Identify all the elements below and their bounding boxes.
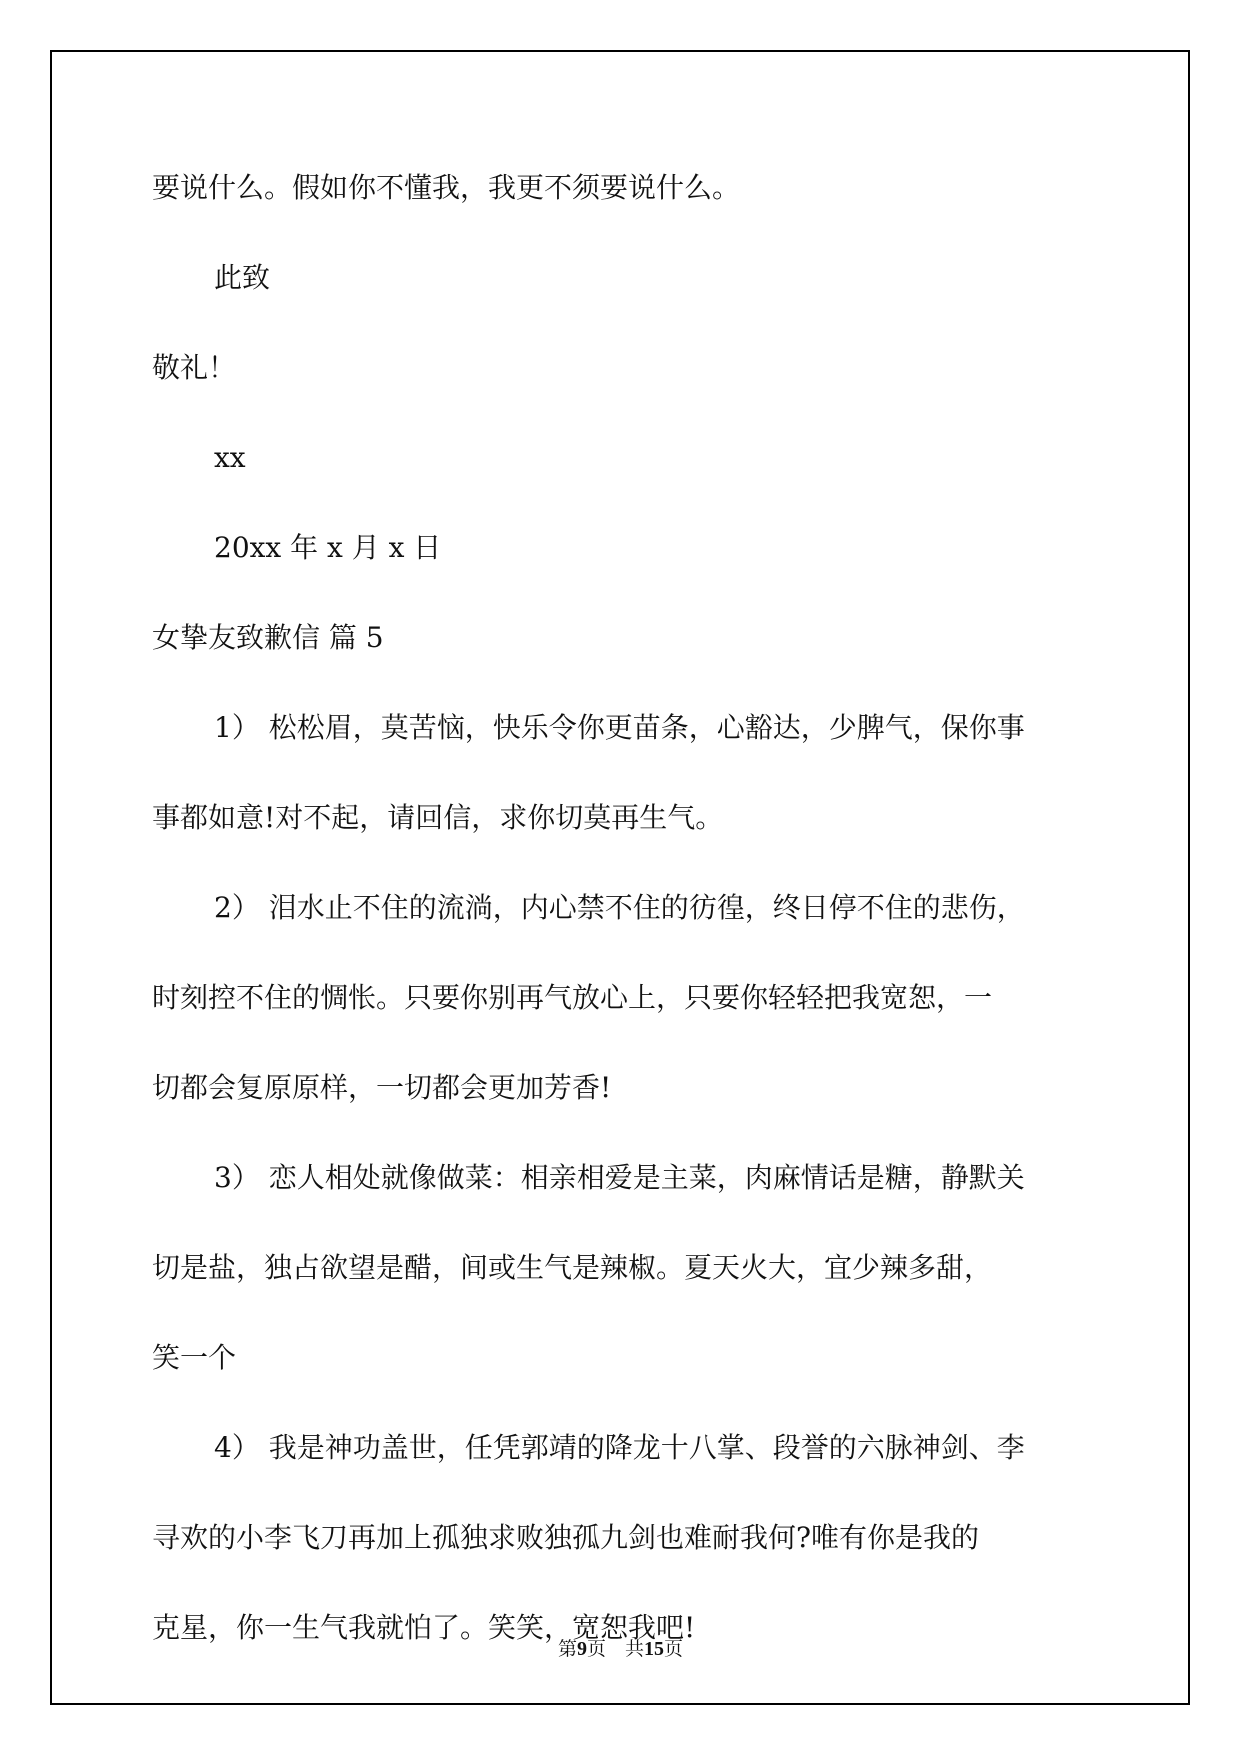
paragraph-line: 克星，你一生气我就怕了。笑笑，宽恕我吧! xyxy=(152,1611,696,1644)
list-item xyxy=(152,708,1082,838)
text-line: 要说什么。假如你不懂我，我更不须要说什么。 xyxy=(152,171,741,204)
paragraph-line: 笑一个 xyxy=(152,1341,237,1374)
list-item xyxy=(152,1428,1082,1648)
paragraph-line: 寻欢的小李飞刀再加上孤独求败独孤九剑也难耐我何?唯有你是我的 xyxy=(152,1521,980,1554)
paragraph-line: 3） 恋人相处就像做菜：相亲相爱是主菜，肉麻情话是糖，静默关 xyxy=(214,1161,1025,1194)
date-line: 20xx 年 x 月 x 日 xyxy=(214,531,442,564)
page-suffix: 页 xyxy=(664,1638,684,1660)
closing-salutation: 此致 xyxy=(214,261,271,294)
paragraph-line: 4） 我是神功盖世，任凭郭靖的降龙十八掌、段誉的六脉神剑、李 xyxy=(214,1431,1025,1464)
document-body xyxy=(152,168,1082,1698)
list-item xyxy=(152,1158,1082,1378)
list-item xyxy=(152,888,1082,1108)
paragraph-line: 切是盐，独占欲望是醋，间或生气是辣椒。夏天火大，宜少辣多甜， xyxy=(152,1251,993,1284)
current-page-number: 9 xyxy=(576,1638,587,1660)
closing-regards: 敬礼！ xyxy=(152,351,237,384)
page-prefix: 第 xyxy=(557,1638,577,1660)
total-page-number: 15 xyxy=(644,1638,664,1660)
paragraph-line: 2） 泪水止不住的流淌，内心禁不住的彷徨，终日停不住的悲伤， xyxy=(214,891,1025,924)
paragraph-line: 切都会复原原样，一切都会更加芳香! xyxy=(152,1071,612,1104)
page-mid: 页 共 xyxy=(586,1638,644,1660)
paragraph-line: 1） 松松眉，莫苦恼，快乐令你更苗条，心豁达，少脾气，保你事 xyxy=(214,711,1025,744)
section-heading: 女挚友致歉信 篇 5 xyxy=(152,621,384,654)
signature: xx xyxy=(214,441,246,474)
page-footer xyxy=(0,1634,1241,1661)
paragraph-line: 时刻控不住的惆怅。只要你别再气放心上，只要你轻轻把我宽恕，一 xyxy=(152,981,993,1014)
paragraph-line: 事都如意!对不起，请回信，求你切莫再生气。 xyxy=(152,801,724,834)
